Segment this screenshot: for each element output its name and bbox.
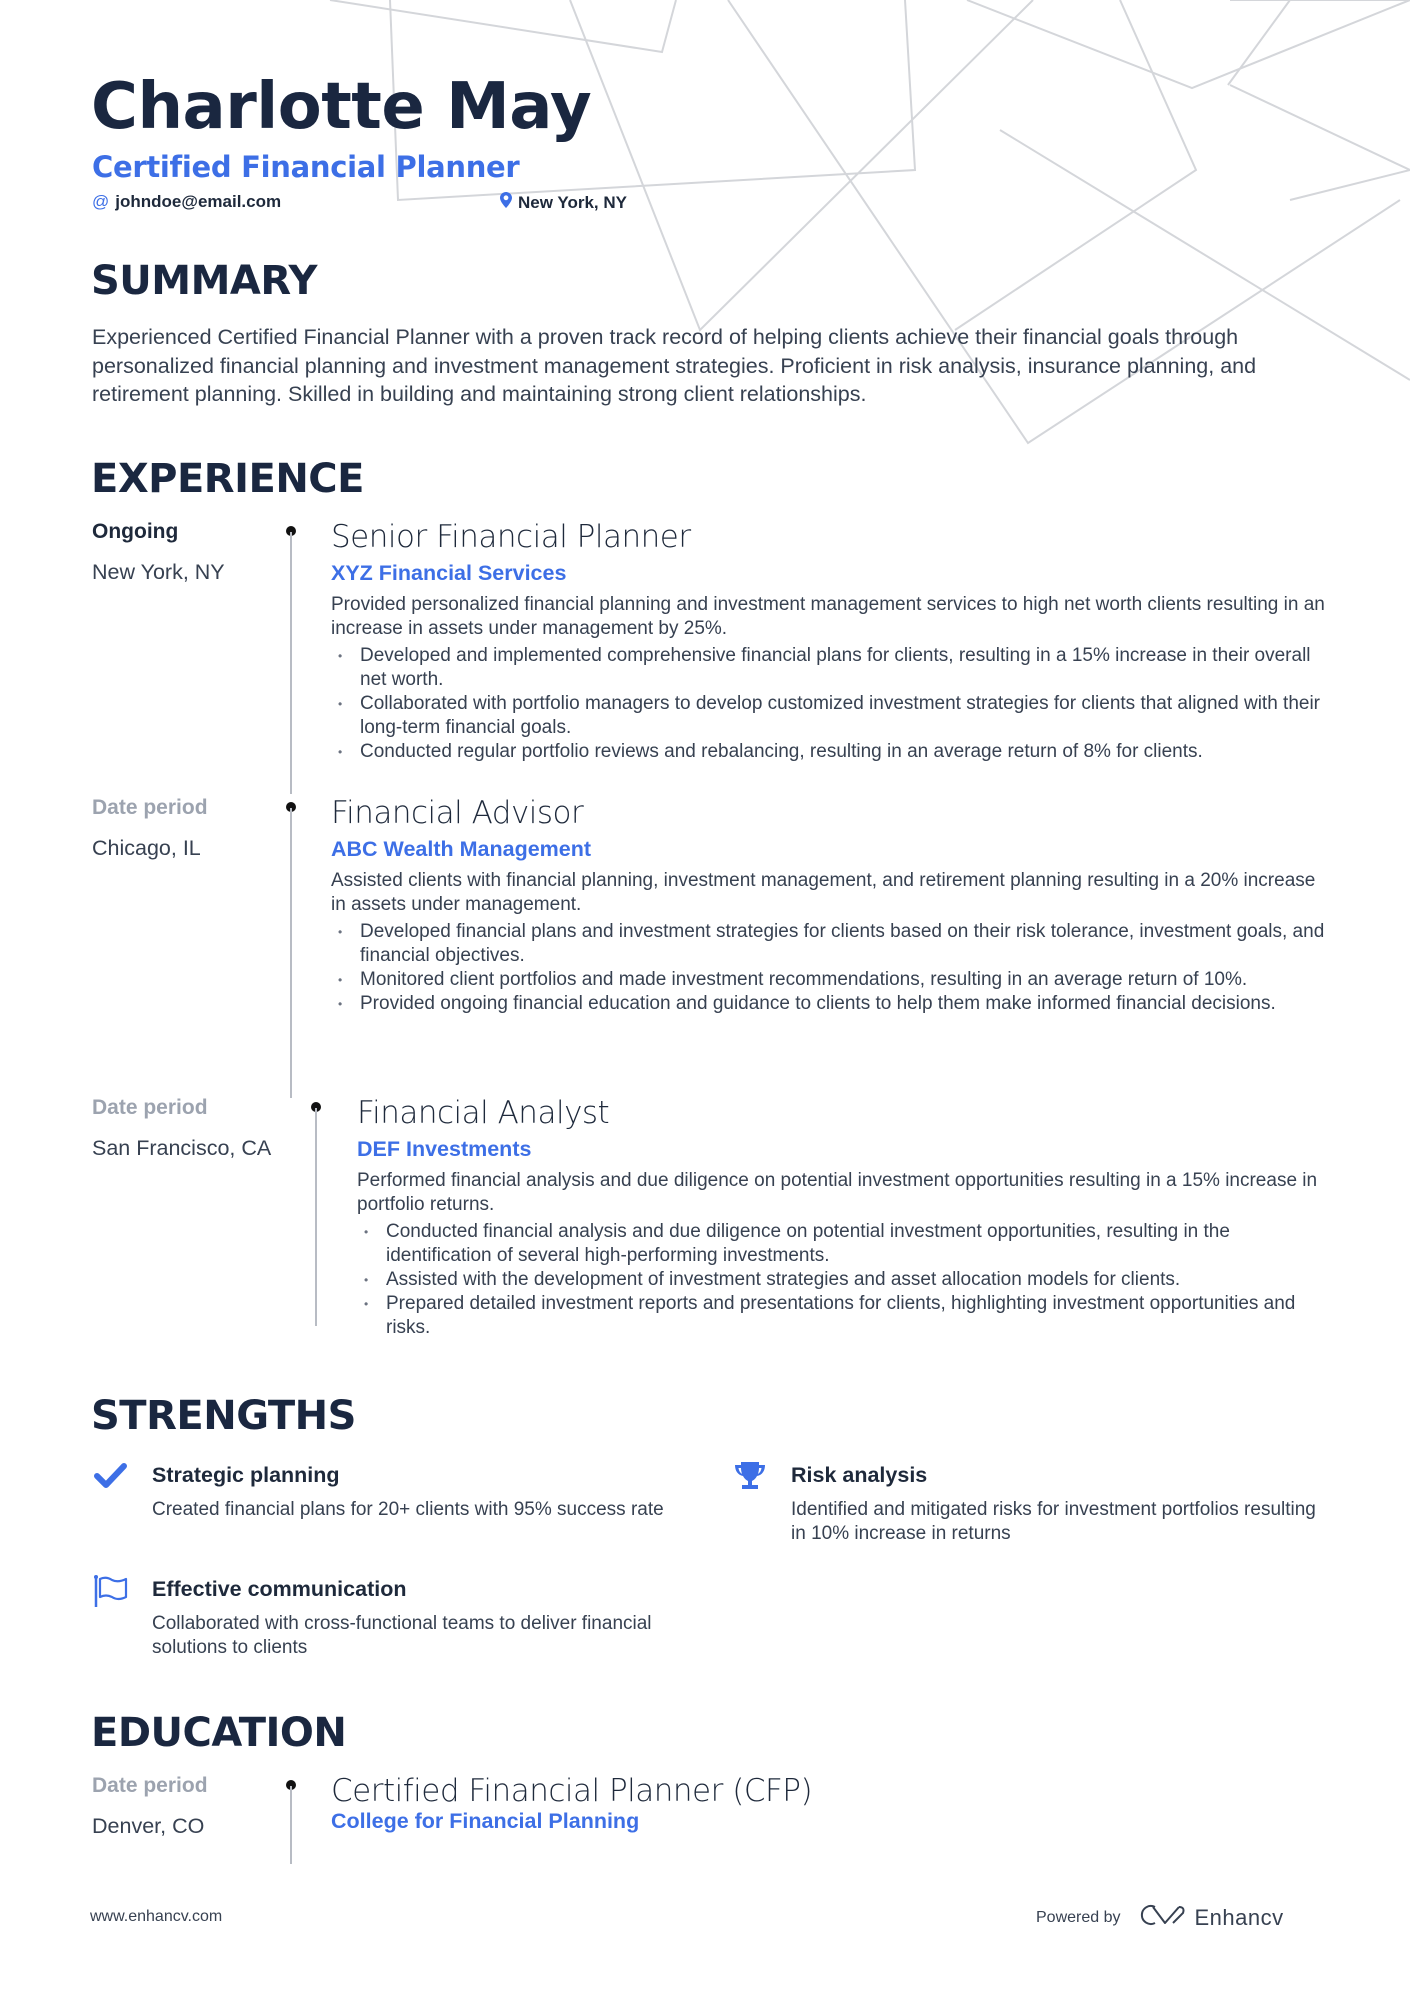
enhancv-brand-link[interactable] <box>1139 1903 1284 1932</box>
map-pin-icon <box>500 192 512 213</box>
experience-location: New York, NY <box>92 560 225 584</box>
enhancv-logo-icon <box>1139 1903 1187 1932</box>
experience-description: Assisted clients with financial planning, investment management, and retirement planning resulting in a 20% increase in assets under management. <box>331 870 1316 915</box>
experience-role: Financial Analyst <box>357 1095 610 1131</box>
bullet-item: • Monitored client portfolios and made investment recommendations, resulting in an average return of 10%. <box>331 968 1331 992</box>
experience-heading: EXPERIENCE <box>91 456 364 502</box>
timeline-line <box>290 1786 292 1864</box>
education-location: Denver, CO <box>92 1814 205 1838</box>
contact-email[interactable] <box>92 192 281 212</box>
brand-name: Enhancv <box>1194 1904 1284 1930</box>
at-icon: @ <box>92 192 110 211</box>
flag-icon <box>93 1574 129 1610</box>
strength-description: Identified and mitigated risks for investment portfolios resulting in 10% increase in returns <box>791 1499 1316 1544</box>
footer-website-link[interactable]: www.enhancv.com <box>90 1908 223 1925</box>
trophy-icon <box>732 1460 768 1496</box>
experience-date: Ongoing <box>92 520 179 543</box>
timeline-line <box>290 808 292 1098</box>
strength-title: Risk analysis <box>791 1463 928 1487</box>
bullet-item: • Assisted with the development of investment strategies and asset allocation models for clients. <box>357 1268 1332 1292</box>
candidate-title: Certified Financial Planner <box>92 150 520 184</box>
powered-by-label: Powered by <box>1036 1908 1121 1926</box>
summary-text: Experienced Certified Financial Planner with a proven track record of helping clients achieve their financial goals through personalized financial planning and investment management strategies. Proficient in risk analysis, insurance planning, and retirement planning. Skilled in building and maintaining strong client relationships. <box>92 325 1257 406</box>
footer-branding <box>1036 1903 1284 1932</box>
checkmark-icon <box>93 1460 129 1496</box>
strength-description: Created financial plans for 20+ clients with 95% success rate <box>152 1499 664 1520</box>
education-heading: EDUCATION <box>91 1710 347 1756</box>
bullet-item: • Prepared detailed investment reports and presentations for clients, highlighting investment opportunities and risks. <box>357 1292 1332 1340</box>
experience-company[interactable]: DEF Investments <box>357 1137 532 1161</box>
bullet-item: • Provided ongoing financial education and guidance to clients to help them make informed financial decisions. <box>331 992 1331 1016</box>
strength-title: Strategic planning <box>152 1463 340 1487</box>
timeline-line <box>290 532 292 794</box>
bullet-item: • Developed financial plans and investment strategies for clients based on their risk tolerance, investment goals, and financial objectives. <box>331 920 1331 968</box>
education-degree: Certified Financial Planner (CFP) <box>331 1773 813 1809</box>
experience-bullets <box>331 644 1331 764</box>
experience-date: Date period <box>92 1096 208 1119</box>
location-text: New York, NY <box>518 192 627 212</box>
candidate-name: Charlotte May <box>91 70 592 144</box>
timeline-line <box>315 1108 317 1326</box>
education-date: Date period <box>92 1774 208 1797</box>
strength-description: Collaborated with cross-functional teams to deliver financial solutions to clients <box>152 1613 652 1658</box>
experience-company[interactable]: XYZ Financial Services <box>331 561 567 585</box>
experience-location: Chicago, IL <box>92 836 201 860</box>
experience-company[interactable]: ABC Wealth Management <box>331 837 592 861</box>
bullet-item: • Conducted regular portfolio reviews and rebalancing, resulting in an average return of 8% for clients. <box>331 740 1331 764</box>
experience-role: Financial Advisor <box>331 795 584 831</box>
education-school[interactable]: College for Financial Planning <box>331 1809 640 1833</box>
experience-description: Provided personalized financial planning and investment management services to high net worth clients resulting in an increase in assets under management by 25%. <box>331 594 1325 639</box>
bullet-item: • Developed and implemented comprehensive financial plans for clients, resulting in a 15% increase in their overall net worth. <box>331 644 1331 692</box>
strengths-heading: STRENGTHS <box>91 1393 356 1439</box>
experience-bullets <box>357 1220 1332 1340</box>
strength-title: Effective communication <box>152 1577 407 1601</box>
experience-role: Senior Financial Planner <box>331 519 691 555</box>
experience-date: Date period <box>92 796 208 819</box>
experience-bullets <box>331 920 1331 1016</box>
bullet-item: • Collaborated with portfolio managers to develop customized investment strategies for clients that aligned with their long-term financial goals. <box>331 692 1331 740</box>
experience-location: San Francisco, CA <box>92 1136 272 1160</box>
email-text: johndoe@email.com <box>115 192 282 211</box>
summary-heading: SUMMARY <box>91 258 317 304</box>
experience-description: Performed financial analysis and due diligence on potential investment opportunities resulting in a 15% increase in portfolio returns. <box>357 1170 1318 1215</box>
contact-location <box>500 192 627 213</box>
bullet-item: • Conducted financial analysis and due diligence on potential investment opportunities, resulting in the identification of several high-performing investments. <box>357 1220 1332 1268</box>
